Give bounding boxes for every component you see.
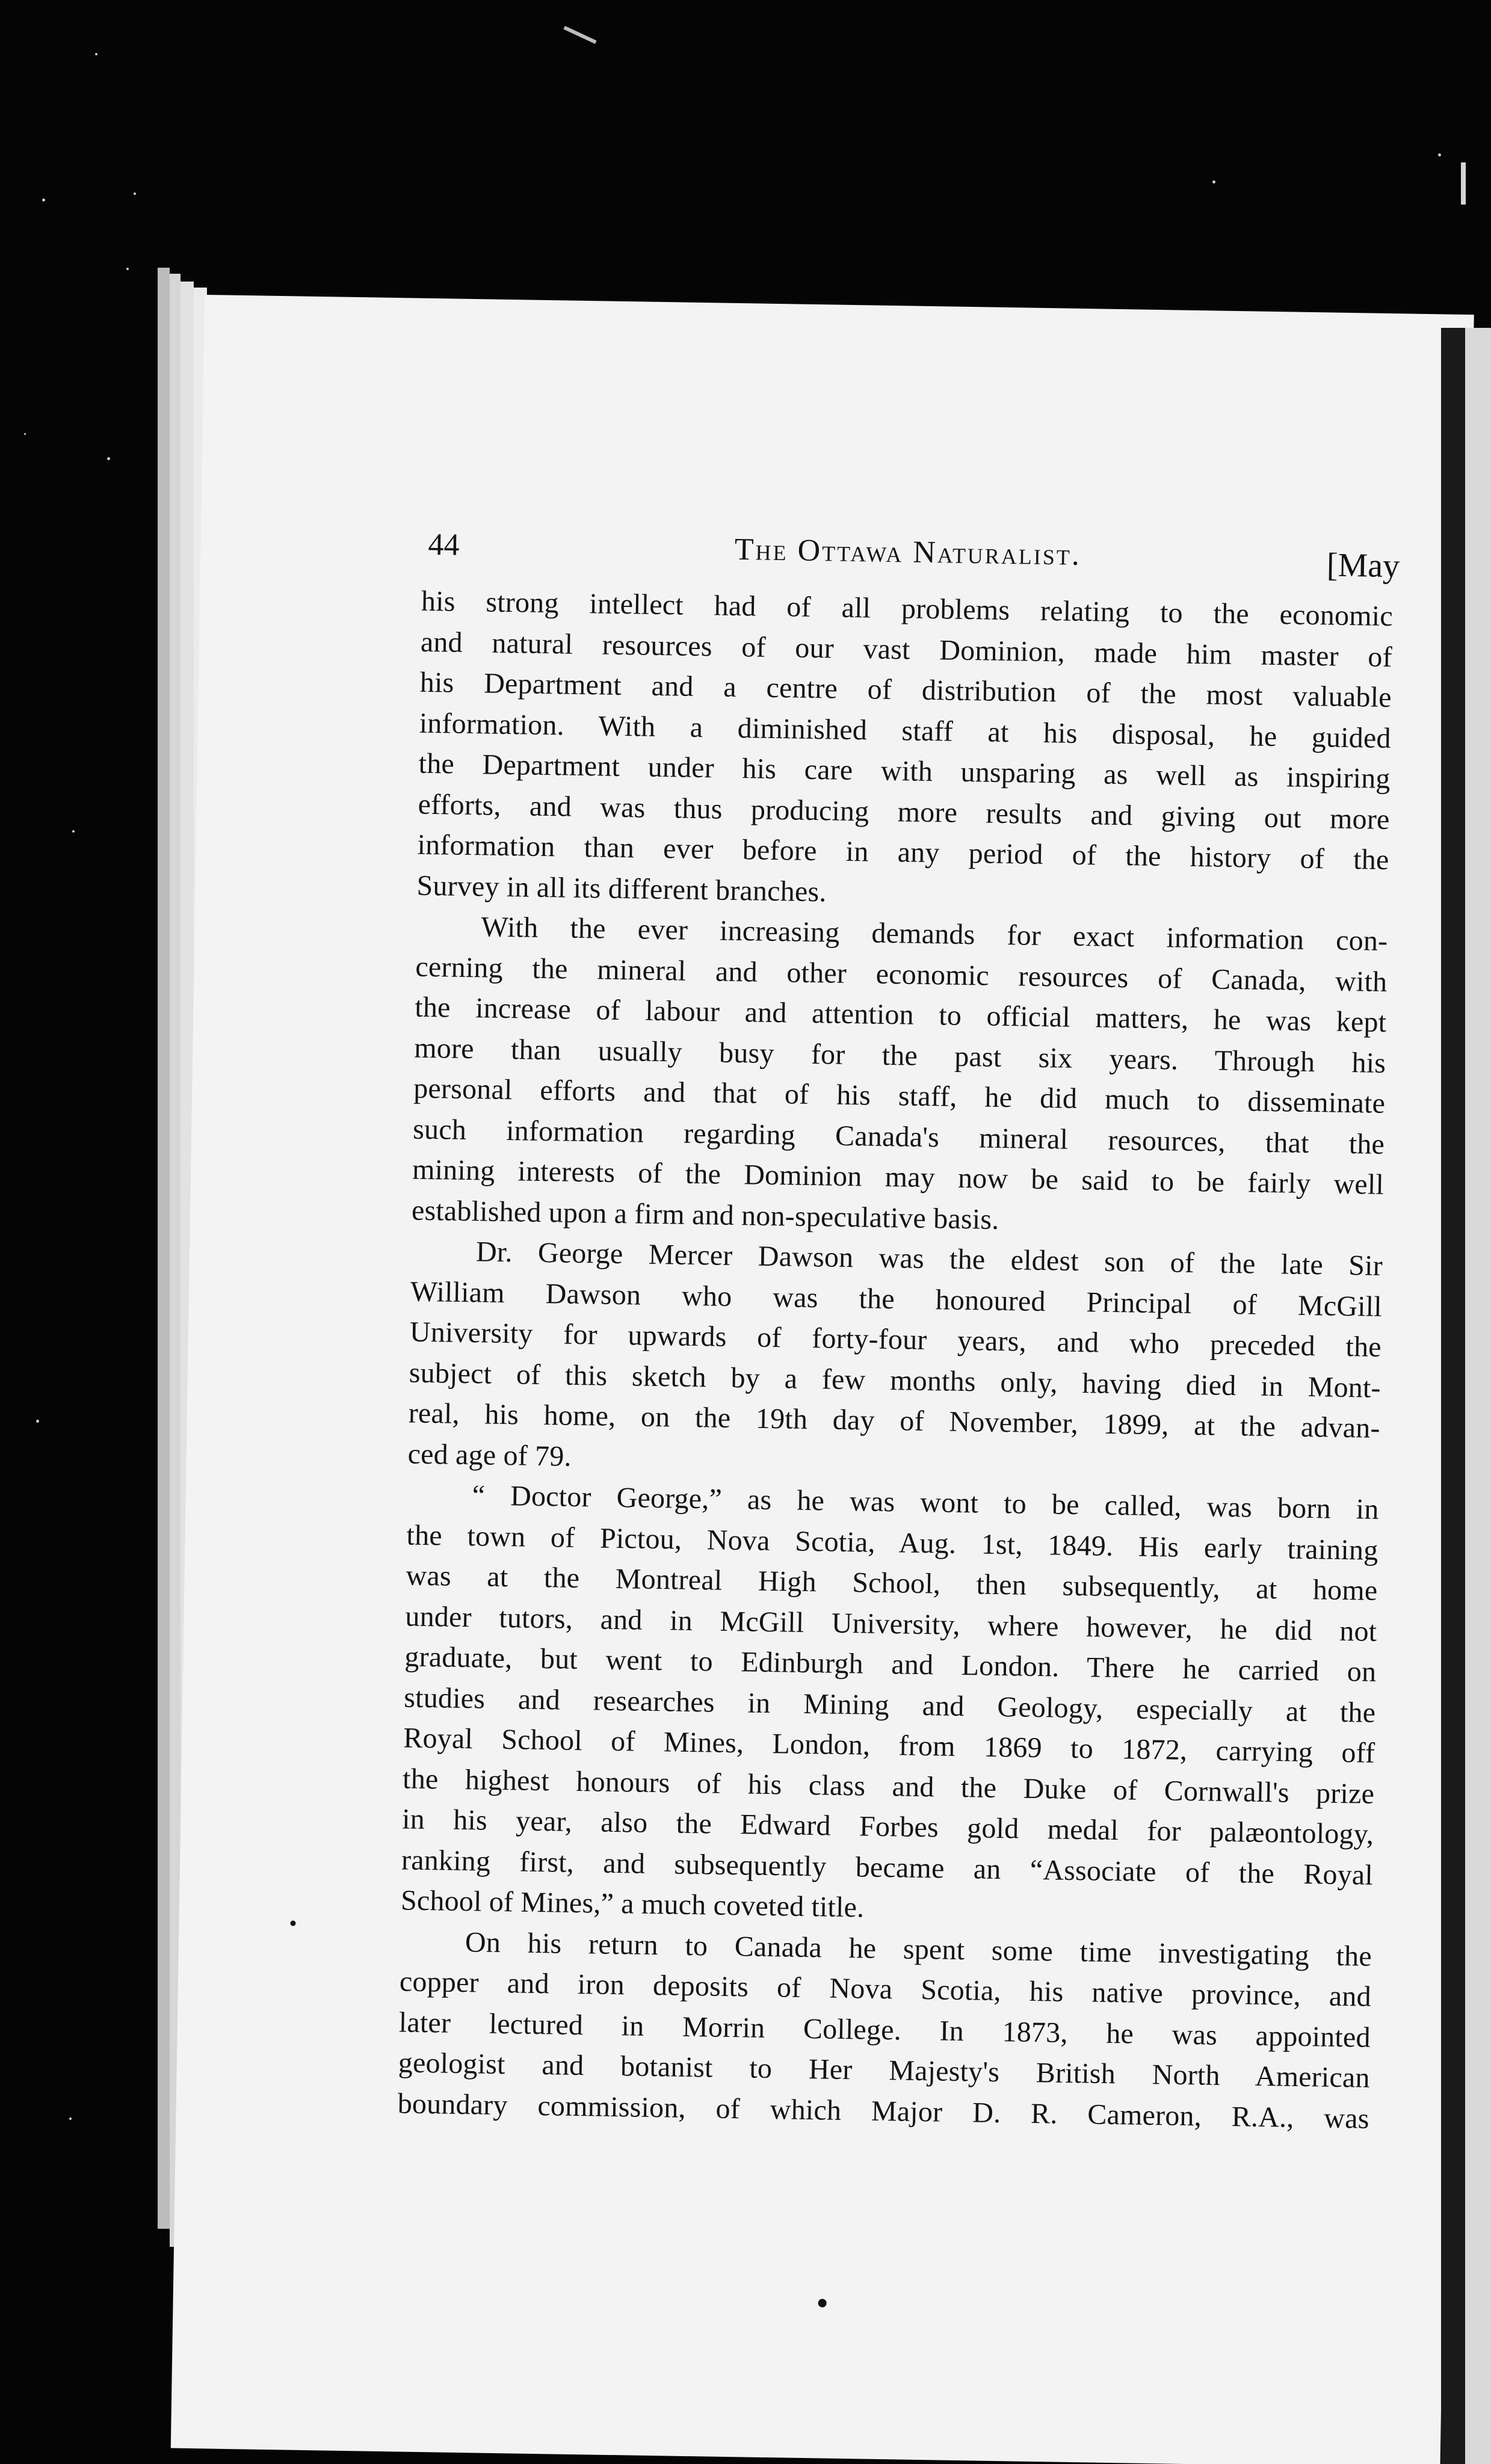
text-line: cerning the mineral and other economic resources of Canada, with: [415, 950, 1388, 998]
text-line: On his return to Canada he spent some time investigating the: [465, 1926, 1372, 1973]
scan-mark: [1461, 162, 1466, 205]
text-line: the increase of labour and attention to official matters, he was kept: [415, 991, 1387, 1038]
journal-title: The Ottawa Naturalist.: [734, 532, 1082, 572]
text-line: School of Mines,” a much coveted title.: [400, 1884, 865, 1924]
page-number: 44: [428, 527, 460, 562]
scan-speck: [1438, 153, 1441, 156]
text-line: the Department under his care with unsparing as well as inspiring: [418, 747, 1391, 795]
paragraph: [416, 581, 1393, 921]
paragraph: [397, 1921, 1372, 2139]
text-line: the town of Pictou, Nova Scotia, Aug. 1st, 1849. His early training: [406, 1519, 1378, 1566]
text-line: With the ever increasing demands for exact information con-: [481, 911, 1388, 958]
text-line: information than ever before in any period of the history of the: [417, 828, 1389, 876]
text-line: University for upwards of forty-four years, and who preceded the: [409, 1316, 1382, 1363]
scan-speck: [72, 830, 75, 833]
page-edge: [158, 268, 170, 2229]
scan-mark: [563, 26, 596, 44]
scan-speck: [107, 457, 110, 460]
text-line: studies and researches in Mining and Geology, especially at the: [404, 1681, 1376, 1729]
text-line: Dr. George Mercer Dawson was the eldest son of the late Sir: [475, 1236, 1383, 1282]
text-line: ranking first, and subsequently became an “Associate of the Royal: [401, 1843, 1374, 1891]
text-line: later lectured in Morrin College. In 1873, he was appointed: [398, 2006, 1371, 2054]
text-line: Survey in all its different branches.: [416, 869, 827, 908]
text-line: established upon a firm and non-speculative basis.: [411, 1194, 999, 1236]
text-line: personal efforts and that of his staff, he did much to disseminate: [413, 1072, 1386, 1120]
scan-speck: [69, 2118, 72, 2120]
text-line: and natural resources of our vast Dominion, made him master of: [420, 626, 1393, 673]
text-line: real, his home, on the 19th day of November, 1899, at the advan-: [408, 1397, 1381, 1444]
text-line: ced age of 79.: [407, 1438, 572, 1473]
scan-speck: [36, 1420, 39, 1423]
text-line: his strong intellect had of all problems relating to the economic: [421, 585, 1394, 633]
adjacent-page-edge: [1465, 328, 1491, 2464]
text-line: William Dawson who was the honoured Principal of McGill: [410, 1275, 1383, 1323]
paragraph: [412, 906, 1388, 1246]
text-line: the highest honours of his class and the Duke of Cornwall's prize: [402, 1762, 1375, 1810]
page-text: [397, 527, 1400, 2139]
text-line: was at the Montreal High School, then subsequently, at home: [406, 1559, 1378, 1607]
text-line: such information regarding Canada's mineral resources, that the: [412, 1113, 1385, 1160]
scan-speck: [95, 53, 97, 55]
book-page: [171, 295, 1474, 2464]
text-line: Royal School of Mines, London, from 1869 to 1872, carrying off: [403, 1722, 1375, 1769]
scan-speck: [126, 268, 129, 270]
scan-speck: [134, 192, 136, 195]
text-line: “ Doctor George,” as he was wont to be called, was born in: [472, 1479, 1379, 1526]
text-line: under tutors, and in McGill University, where however, he did not: [405, 1600, 1377, 1648]
page-fold-shadow: [1441, 328, 1465, 2464]
print-speck: [290, 1921, 295, 1926]
scan-speck: [1212, 180, 1215, 183]
text-line: mining interests of the Dominion may now be said to be fairly well: [412, 1153, 1384, 1201]
text-line: efforts, and was thus producing more results and giving out more: [418, 788, 1390, 836]
text-line: geologist and botanist to Her Majesty's British North American: [398, 2047, 1371, 2094]
paragraph: [407, 1231, 1383, 1489]
text-line: his Department and a centre of distribution of the most valuable: [419, 666, 1392, 714]
text-line: subject of this sketch by a few months only, having died in Mont-: [409, 1357, 1381, 1404]
text-line: boundary commission, of which Major D. R. Cameron, R.A., was: [397, 2087, 1370, 2135]
text-line: in his year, also the Edward Forbes gold medal for palæontology,: [401, 1803, 1374, 1850]
text-line: copper and iron deposits of Nova Scotia, his native province, and: [399, 1965, 1372, 2013]
text-line: information. With a diminished staff at his disposal, he guided: [419, 707, 1392, 754]
issue-month: [May: [1326, 546, 1400, 585]
text-line: graduate, but went to Edinburgh and London. There he carried on: [404, 1640, 1377, 1688]
text-line: more than usually busy for the past six years. Through his: [413, 1032, 1386, 1079]
scan-speck: [42, 199, 45, 202]
paragraph: [401, 1474, 1379, 1936]
scan-speck: [24, 433, 26, 435]
print-speck: [818, 2299, 827, 2307]
